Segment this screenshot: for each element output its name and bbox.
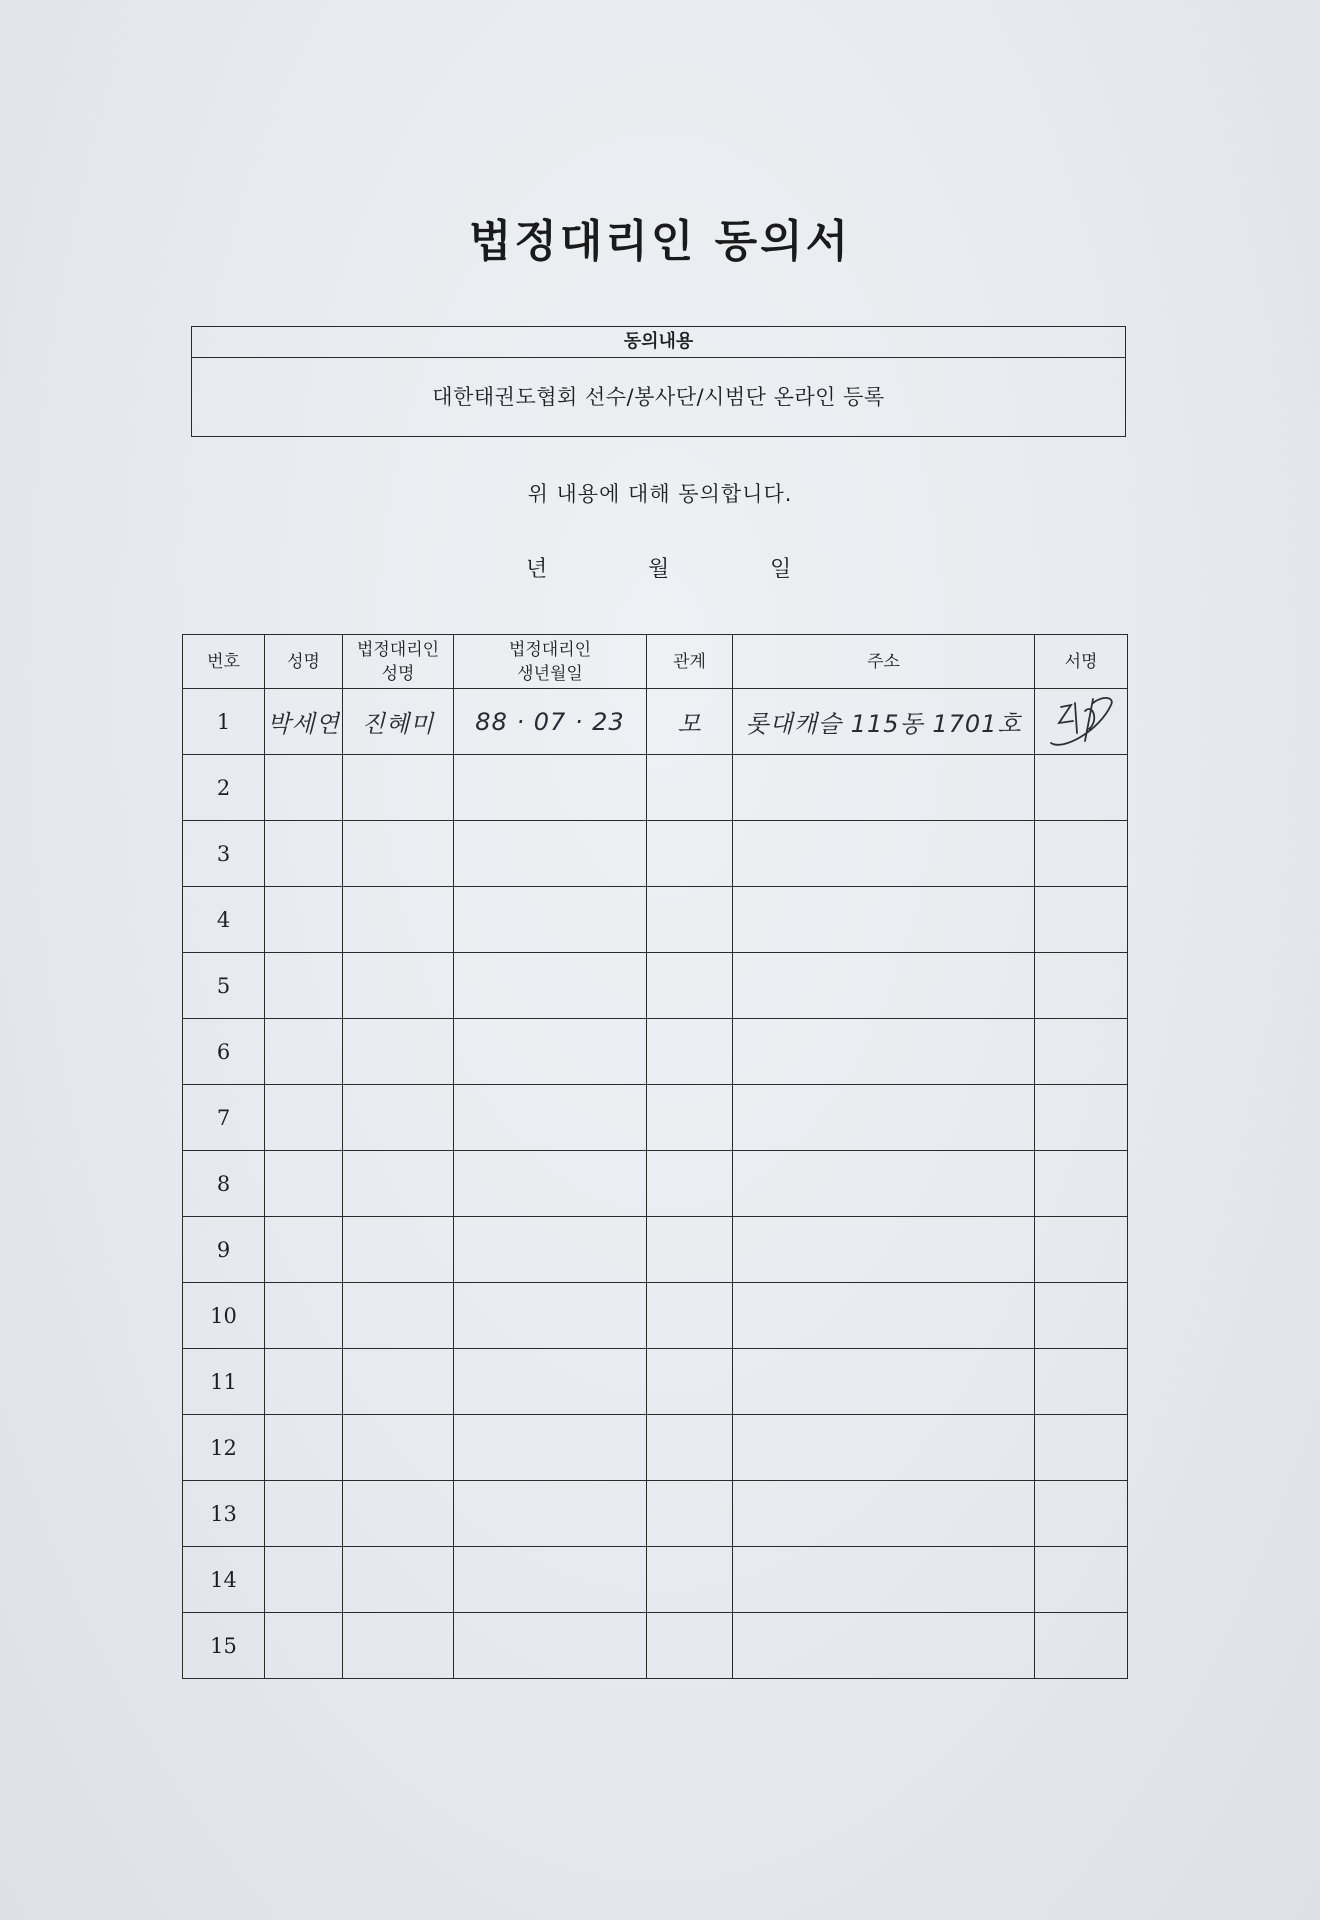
cell-guardian-birth[interactable] bbox=[454, 821, 647, 887]
header-relation: 관계 bbox=[647, 635, 733, 689]
cell-number: 2 bbox=[183, 755, 265, 821]
table-row bbox=[183, 1151, 1128, 1217]
cell-signature[interactable] bbox=[1035, 1019, 1128, 1085]
cell-signature[interactable] bbox=[1035, 1151, 1128, 1217]
consent-statement: 위 내용에 대해 동의합니다. bbox=[527, 482, 793, 506]
cell-guardian-birth[interactable] bbox=[454, 887, 647, 953]
handwritten-signature bbox=[1041, 691, 1121, 753]
header-name: 성명 bbox=[265, 635, 343, 689]
cell-relation[interactable] bbox=[647, 1217, 733, 1283]
cell-address[interactable] bbox=[733, 755, 1035, 821]
cell-signature[interactable] bbox=[1035, 1415, 1128, 1481]
cell-guardian-birth[interactable] bbox=[454, 953, 647, 1019]
cell-number: 15 bbox=[183, 1613, 265, 1679]
cell-signature[interactable] bbox=[1035, 1481, 1128, 1547]
cell-name[interactable] bbox=[265, 1349, 343, 1415]
cell-signature[interactable] bbox=[1035, 1613, 1128, 1679]
cell-number: 7 bbox=[183, 1085, 265, 1151]
cell-name[interactable] bbox=[265, 1085, 343, 1151]
cell-number: 1 bbox=[183, 689, 265, 755]
cell-guardian-name[interactable] bbox=[343, 1019, 454, 1085]
header-guardian-birth-text: 법정대리인 생년월일 bbox=[508, 639, 592, 684]
cell-signature[interactable] bbox=[1035, 1349, 1128, 1415]
cell-guardian-birth[interactable] bbox=[454, 1613, 647, 1679]
cell-number: 3 bbox=[183, 821, 265, 887]
cell-address[interactable] bbox=[733, 821, 1035, 887]
table-row bbox=[183, 1283, 1128, 1349]
cell-guardian-name[interactable] bbox=[343, 953, 454, 1019]
cell-relation[interactable]: 모 bbox=[647, 689, 733, 755]
table-row bbox=[183, 1481, 1128, 1547]
cell-guardian-birth[interactable] bbox=[454, 1283, 647, 1349]
cell-name[interactable] bbox=[265, 1283, 343, 1349]
cell-signature[interactable] bbox=[1035, 1283, 1128, 1349]
cell-signature[interactable] bbox=[1035, 1547, 1128, 1613]
cell-name[interactable] bbox=[265, 821, 343, 887]
table-row bbox=[183, 887, 1128, 953]
cell-name[interactable] bbox=[265, 1151, 343, 1217]
cell-guardian-name[interactable] bbox=[343, 821, 454, 887]
cell-number: 12 bbox=[183, 1415, 265, 1481]
table-row bbox=[183, 1085, 1128, 1151]
cell-signature[interactable] bbox=[1035, 1085, 1128, 1151]
cell-guardian-birth[interactable] bbox=[454, 1151, 647, 1217]
cell-guardian-name[interactable] bbox=[343, 755, 454, 821]
cell-relation[interactable] bbox=[647, 1019, 733, 1085]
table-row bbox=[183, 1217, 1128, 1283]
cell-guardian-birth[interactable] bbox=[454, 1415, 647, 1481]
cell-address[interactable] bbox=[733, 1085, 1035, 1151]
agreement-box bbox=[191, 326, 1126, 437]
table-row bbox=[183, 689, 1128, 755]
header-guardian-birth bbox=[454, 635, 647, 689]
cell-signature[interactable] bbox=[1035, 821, 1128, 887]
cell-signature[interactable] bbox=[1035, 887, 1128, 953]
cell-guardian-name[interactable] bbox=[343, 1217, 454, 1283]
cell-name[interactable] bbox=[265, 1613, 343, 1679]
cell-relation[interactable] bbox=[647, 755, 733, 821]
header-signature: 서명 bbox=[1035, 635, 1128, 689]
cell-number: 9 bbox=[183, 1217, 265, 1283]
cell-address[interactable] bbox=[733, 1415, 1035, 1481]
header-guardian-name bbox=[343, 635, 454, 689]
cell-guardian-birth[interactable] bbox=[454, 1217, 647, 1283]
cell-guardian-birth[interactable] bbox=[454, 1481, 647, 1547]
header-guardian-name-text: 법정대리인 성명 bbox=[356, 639, 440, 684]
cell-number: 10 bbox=[183, 1283, 265, 1349]
cell-relation[interactable] bbox=[647, 1415, 733, 1481]
cell-guardian-name[interactable] bbox=[343, 887, 454, 953]
cell-guardian-name[interactable]: 진혜미 bbox=[343, 689, 454, 755]
cell-address[interactable] bbox=[733, 1547, 1035, 1613]
cell-name[interactable] bbox=[265, 953, 343, 1019]
cell-signature[interactable] bbox=[1035, 1217, 1128, 1283]
table-row bbox=[183, 1547, 1128, 1613]
cell-guardian-name[interactable] bbox=[343, 1151, 454, 1217]
cell-name[interactable] bbox=[265, 1547, 343, 1613]
agreement-header: 동의내용 bbox=[192, 327, 1125, 358]
cell-address[interactable] bbox=[733, 1481, 1035, 1547]
table-body bbox=[183, 689, 1128, 1679]
guardian-table bbox=[182, 634, 1127, 1679]
cell-guardian-birth[interactable] bbox=[454, 1349, 647, 1415]
cell-guardian-name[interactable] bbox=[343, 1547, 454, 1613]
cell-guardian-name[interactable] bbox=[343, 1613, 454, 1679]
date-month-label: 월 bbox=[648, 557, 670, 582]
cell-address[interactable] bbox=[733, 1283, 1035, 1349]
cell-relation[interactable] bbox=[647, 953, 733, 1019]
cell-number: 4 bbox=[183, 887, 265, 953]
table-row bbox=[183, 755, 1128, 821]
cell-name[interactable] bbox=[265, 755, 343, 821]
table-row bbox=[183, 1415, 1128, 1481]
cell-address[interactable] bbox=[733, 1613, 1035, 1679]
date-year-label: 년 bbox=[526, 557, 548, 582]
document-title: 법정대리인 동의서 bbox=[468, 216, 852, 267]
cell-name[interactable]: 박세연 bbox=[265, 689, 343, 755]
cell-signature[interactable] bbox=[1035, 755, 1128, 821]
cell-number: 13 bbox=[183, 1481, 265, 1547]
cell-relation[interactable] bbox=[647, 1613, 733, 1679]
cell-guardian-name[interactable] bbox=[343, 1085, 454, 1151]
cell-name[interactable] bbox=[265, 1415, 343, 1481]
header-address: 주소 bbox=[733, 635, 1035, 689]
cell-relation[interactable] bbox=[647, 1151, 733, 1217]
cell-relation[interactable] bbox=[647, 821, 733, 887]
header-number: 번호 bbox=[183, 635, 265, 689]
table-row bbox=[183, 821, 1128, 887]
cell-relation[interactable] bbox=[647, 1085, 733, 1151]
cell-guardian-birth[interactable] bbox=[454, 1085, 647, 1151]
cell-guardian-birth[interactable] bbox=[454, 1547, 647, 1613]
cell-number: 8 bbox=[183, 1151, 265, 1217]
cell-name[interactable] bbox=[265, 887, 343, 953]
cell-guardian-birth[interactable]: 88 · 07 · 23 bbox=[454, 689, 647, 755]
table-row bbox=[183, 1349, 1128, 1415]
cell-address[interactable] bbox=[733, 953, 1035, 1019]
cell-name[interactable] bbox=[265, 1019, 343, 1085]
cell-address[interactable] bbox=[733, 1349, 1035, 1415]
cell-guardian-name[interactable] bbox=[343, 1349, 454, 1415]
cell-guardian-name[interactable] bbox=[343, 1283, 454, 1349]
cell-number: 5 bbox=[183, 953, 265, 1019]
cell-relation[interactable] bbox=[647, 1547, 733, 1613]
cell-relation[interactable] bbox=[647, 1349, 733, 1415]
table-row bbox=[183, 953, 1128, 1019]
table-header-row bbox=[183, 635, 1128, 689]
cell-relation[interactable] bbox=[647, 1283, 733, 1349]
cell-address[interactable] bbox=[733, 887, 1035, 953]
cell-signature[interactable] bbox=[1035, 953, 1128, 1019]
cell-number: 6 bbox=[183, 1019, 265, 1085]
cell-address[interactable] bbox=[733, 1019, 1035, 1085]
agreement-content: 대한태권도협회 선수/봉사단/시범단 온라인 등록 bbox=[432, 385, 885, 409]
cell-number: 14 bbox=[183, 1547, 265, 1613]
cell-guardian-birth[interactable] bbox=[454, 1019, 647, 1085]
cell-address[interactable] bbox=[733, 1217, 1035, 1283]
cell-relation[interactable] bbox=[647, 887, 733, 953]
cell-guardian-name[interactable] bbox=[343, 1481, 454, 1547]
cell-name[interactable] bbox=[265, 1217, 343, 1283]
cell-guardian-birth[interactable] bbox=[454, 755, 647, 821]
date-day-label: 일 bbox=[770, 557, 792, 582]
cell-address[interactable]: 롯대캐슬 115동 1701호 bbox=[733, 689, 1035, 755]
cell-relation[interactable] bbox=[647, 1481, 733, 1547]
cell-signature[interactable] bbox=[1035, 689, 1128, 755]
cell-name[interactable] bbox=[265, 1481, 343, 1547]
cell-address[interactable] bbox=[733, 1151, 1035, 1217]
cell-guardian-name[interactable] bbox=[343, 1415, 454, 1481]
cell-number: 11 bbox=[183, 1349, 265, 1415]
table-row bbox=[183, 1613, 1128, 1679]
table-row bbox=[183, 1019, 1128, 1085]
